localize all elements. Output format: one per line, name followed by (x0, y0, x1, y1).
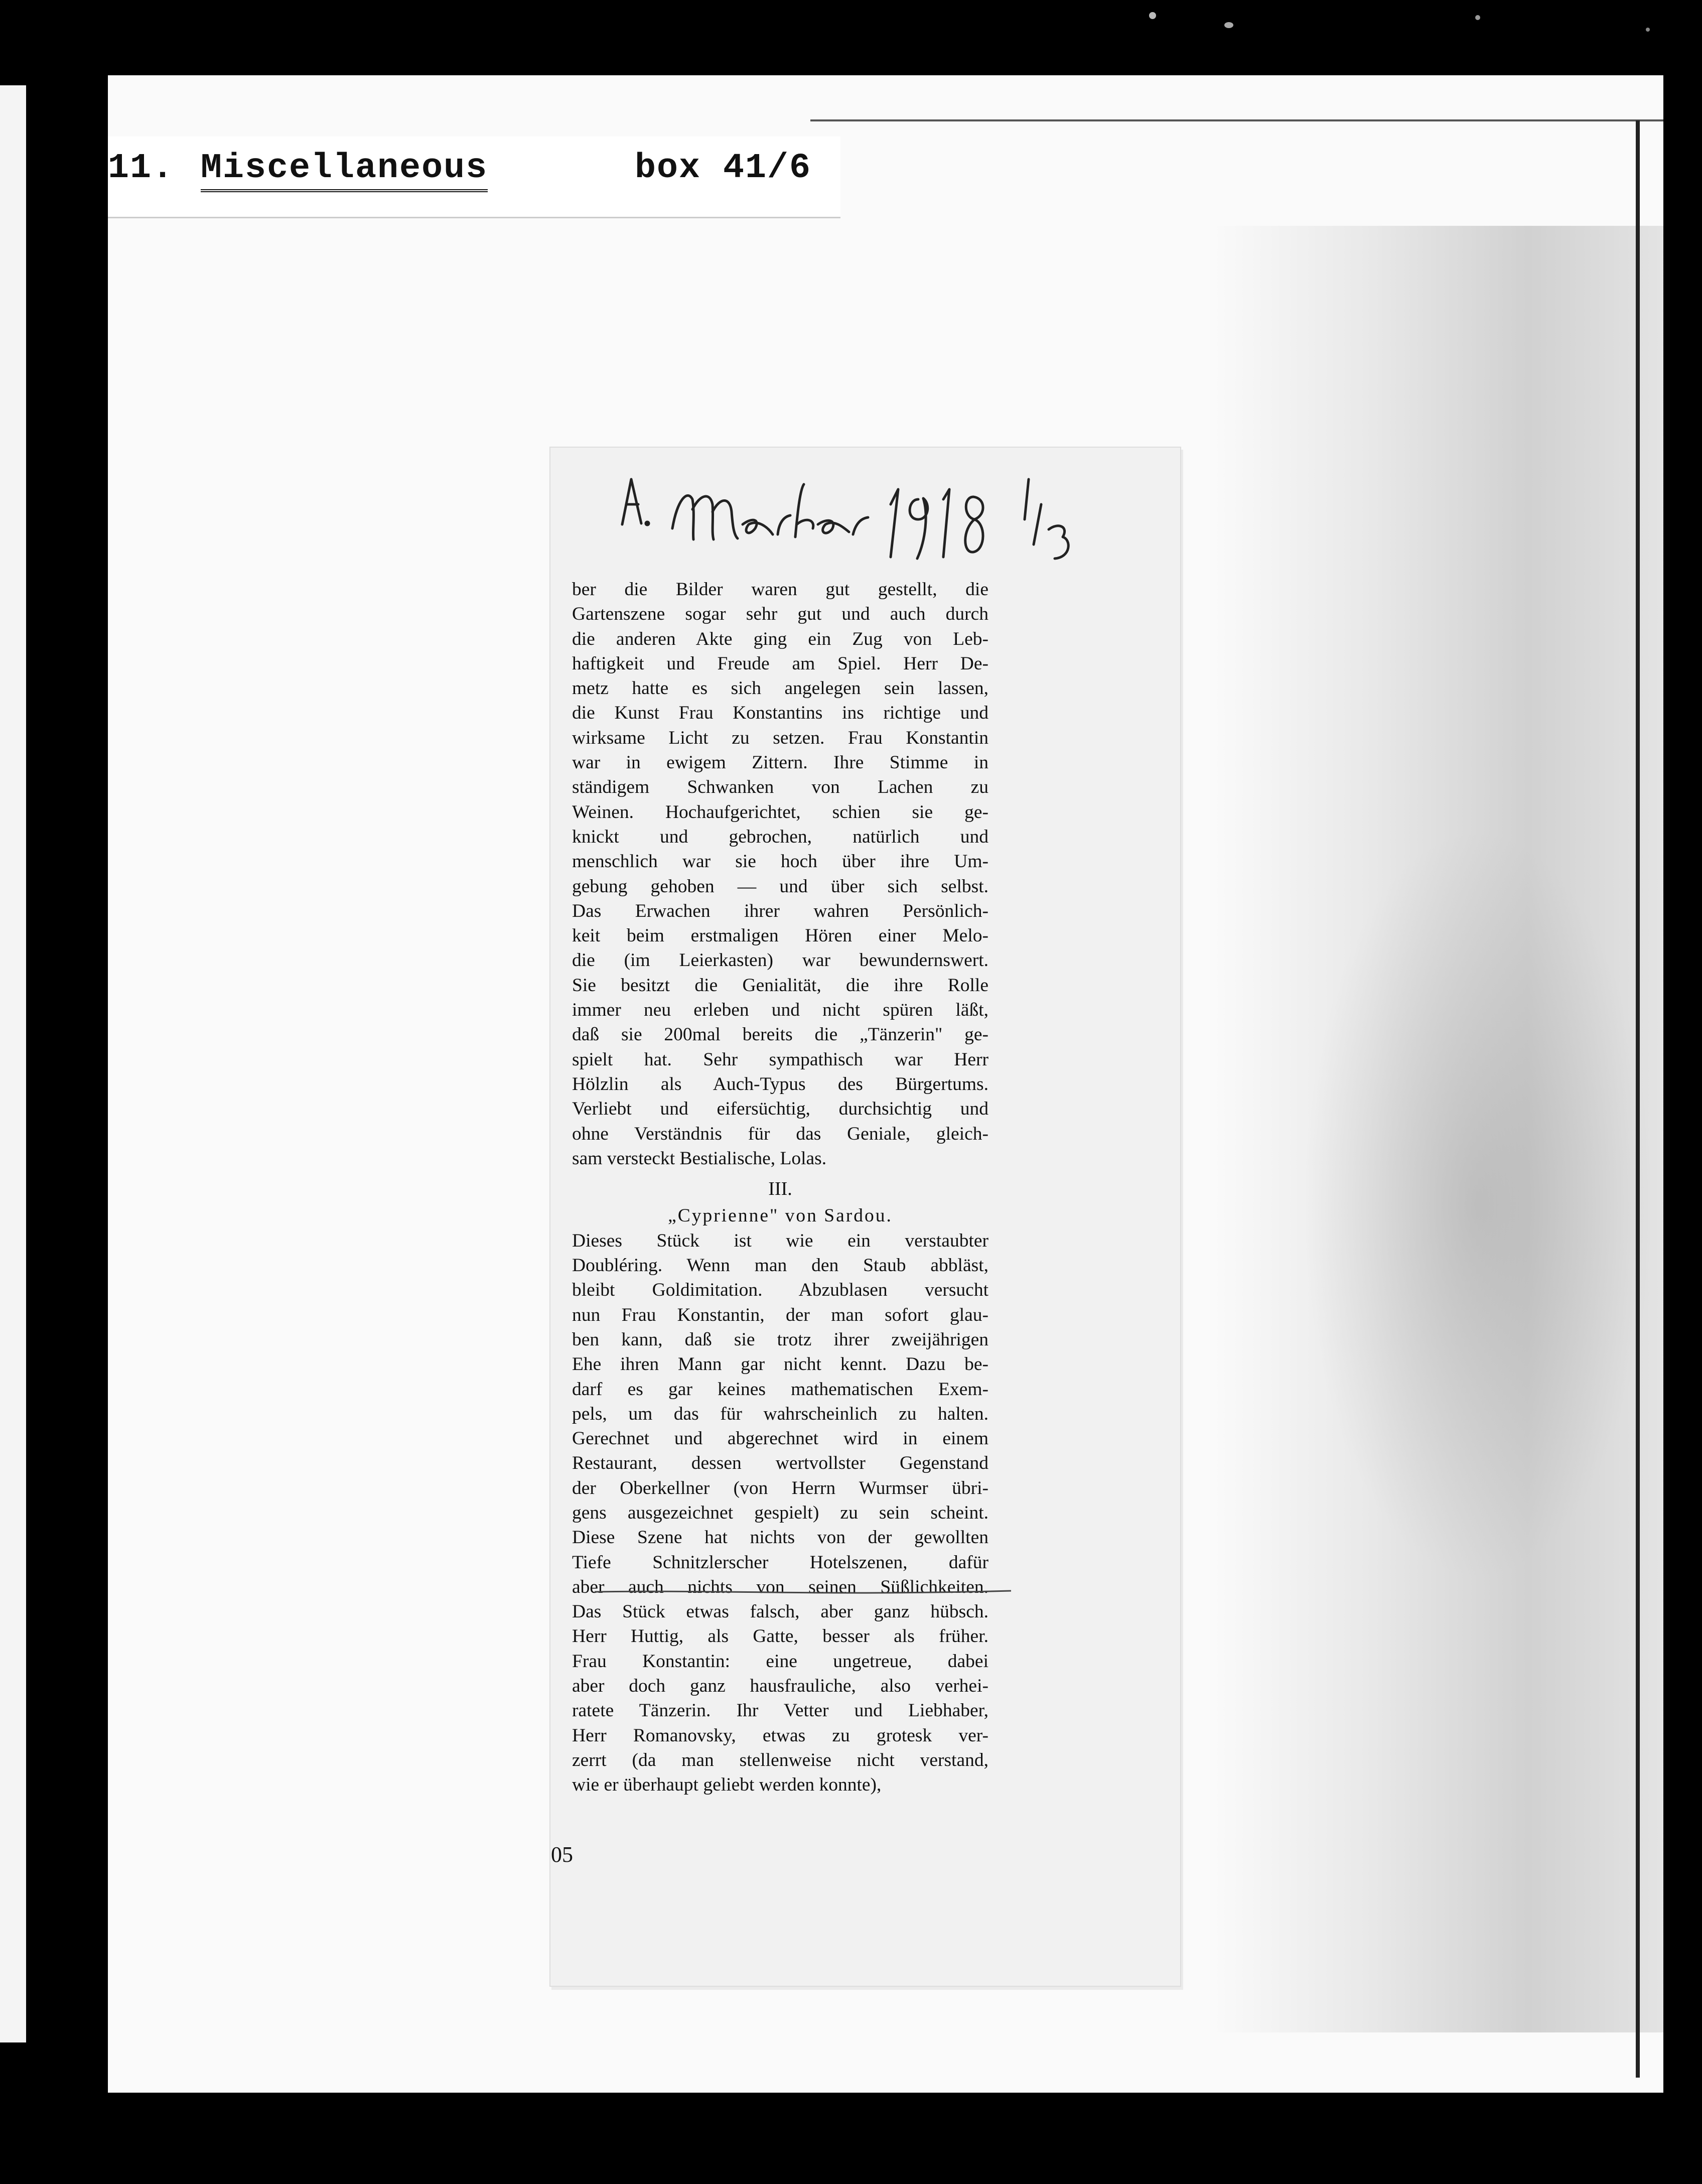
article-line: Gerechnet und abgerechnet wird in einem (572, 1428, 988, 1449)
article-line: Diese Szene hat nichts von der gewollten (572, 1527, 988, 1548)
review-section-iii-text (572, 1228, 988, 1798)
article-line: haftigkeit und Freude am Spiel. Herr De- (572, 653, 988, 674)
article-line: war in ewigem Zittern. Ihre Stimme in (572, 752, 988, 773)
article-line: Sie besitzt die Genialität, die ihre Rolle (572, 975, 988, 996)
sheet-right-edge (1636, 120, 1640, 2078)
article-line: daß sie 200mal bereits die „Tänzerin" ge- (572, 1024, 988, 1045)
clipping-page-number: 05 (551, 1842, 573, 1867)
pencil-underline-mark (575, 1581, 1016, 1601)
sheet-shadow-spot (1302, 828, 1653, 1581)
article-line: knickt und gebrochen, natürlich und (572, 826, 988, 847)
article-line: ohne Verständnis für das Geniale, gleich- (572, 1123, 988, 1144)
article-line: ständigem Schwanken von Lachen zu (572, 777, 988, 798)
article-line: Frau Konstantin: eine ungetreue, dabei (572, 1651, 988, 1672)
article-line: aber auch nichts von seinen Süßlichkeiten. (572, 1576, 988, 1597)
article-line: wirksame Licht zu setzen. Frau Konstantin (572, 727, 988, 748)
article-line: nun Frau Konstantin, der man sofort glau- (572, 1304, 988, 1325)
article-line: aber doch ganz hausfrauliche, also verhei- (572, 1676, 988, 1697)
article-line: immer neu erleben und nicht spüren läßt, (572, 1000, 988, 1021)
article-line: darf es gar keines mathematischen Exem- (572, 1379, 988, 1400)
article-line: pels, um das für wahrscheinlich zu halten. (572, 1403, 988, 1424)
article-line: Doubléring. Wenn man den Staub abbläst, (572, 1255, 988, 1276)
article-line: bleibt Goldimitation. Abzublasen versucht (572, 1280, 988, 1301)
article-line: Dieses Stück ist wie ein verstaubter (572, 1230, 988, 1251)
article-line: Hölzlin als Auch-Typus des Bürgertums. (572, 1073, 988, 1095)
article-line: der Oberkellner (von Herrn Wurmser übri- (572, 1477, 988, 1498)
archive-box-number: box 41/6 (635, 149, 812, 188)
article-line: die Kunst Frau Konstantins ins richtige und (572, 703, 988, 724)
archive-series-title: Miscellaneous (201, 149, 488, 192)
article-text-column (572, 577, 988, 1798)
article-line: Herr Romanovsky, etwas zu grotesk ver- (572, 1725, 988, 1746)
article-line: Tiefe Schnitzlerscher Hotelszenen, dafür (572, 1552, 988, 1573)
article-line: gebung gehoben — und über sich selbst. (572, 876, 988, 897)
archive-series-number: 11. (108, 149, 175, 188)
article-line: Ehe ihren Mann gar nicht kennt. Dazu be- (572, 1354, 988, 1375)
article-line: Weinen. Hochaufgerichtet, schien sie ge- (572, 801, 988, 823)
article-line: ber die Bilder waren gut gestellt, die (572, 579, 988, 600)
section-heading: „Cyprienne" von Sardou. (668, 1205, 893, 1226)
article-line: Verliebt und eifersüchtig, durchsichtig und (572, 1099, 988, 1120)
article-line: Herr Huttig, als Gatte, besser als früher. (572, 1626, 988, 1647)
article-line: Restaurant, dessen wertvollster Gegenstand (572, 1453, 988, 1474)
article-line: die (im Leierkasten) war bewundernswert. (572, 950, 988, 971)
section-number: III. (768, 1178, 792, 1200)
article-line: wie er überhaupt geliebt werden konnte), (572, 1774, 882, 1796)
article-line: zerrt (da man stellenweise nicht verstand, (572, 1749, 988, 1770)
article-line: menschlich war sie hoch über ihre Um- (572, 851, 988, 872)
article-line: ratete Tänzerin. Ihr Vetter und Liebhaber, (572, 1700, 988, 1721)
article-line: spielt hat. Sehr sympathisch war Herr (572, 1049, 988, 1070)
article-line: keit beim erstmaligen Hören einer Melo- (572, 925, 988, 946)
article-line: Gartenszene sogar sehr gut und auch durch (572, 604, 988, 625)
article-line: die anderen Akte ging ein Zug von Leb- (572, 628, 988, 649)
article-line: Das Erwachen ihrer wahren Persönlich- (572, 900, 988, 921)
article-line: gens ausgezeichnet gespielt) zu sein scheint. (572, 1502, 988, 1523)
article-line: ben kann, daß sie trotz ihrer zweijährigen (572, 1329, 988, 1350)
article-line: Das Stück etwas falsch, aber ganz hübsch. (572, 1601, 988, 1622)
handwritten-annotation (617, 469, 1119, 585)
sheet-top-edge (810, 119, 1663, 121)
article-line: sam versteckt Bestialische, Lolas. (572, 1148, 827, 1169)
adjacent-page-edge (0, 85, 31, 2042)
article-line: metz hatte es sich angelegen sein lassen, (572, 678, 988, 699)
review-section-ii-text (572, 577, 988, 1171)
